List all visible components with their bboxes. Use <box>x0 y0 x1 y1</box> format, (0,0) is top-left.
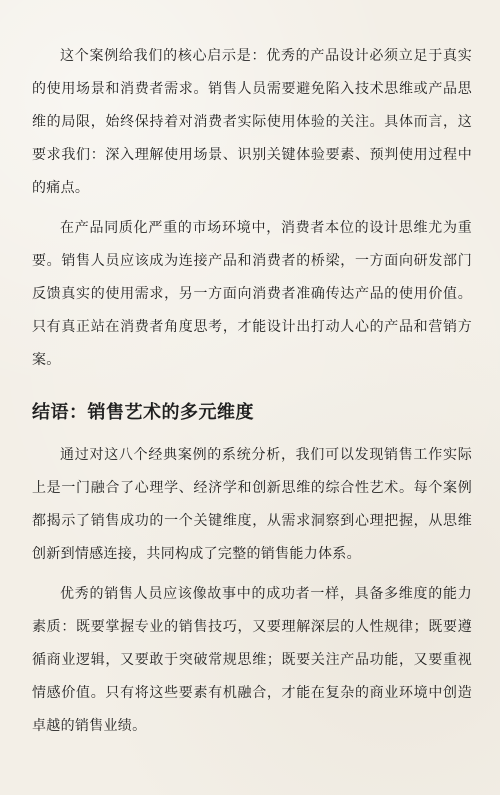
paragraph-case-analysis-summary: 通过对这八个经典案例的系统分析，我们可以发现销售工作实际上是一门融合了心理学、经济学和创新思维的综合性艺术。每个案例都揭示了销售成功的一个关键维度，从需求洞察到心理把握，从思维创新到情感连接，共同构成了完整的销售能力体系。 <box>32 447 472 562</box>
document-body <box>32 40 472 743</box>
paragraph-consumer-centric-design: 在产品同质化严重的市场环境中，消费者本位的设计思维尤为重要。销售人员应该成为连接产品和消费者的桥梁，一方面向研发部门反馈真实的使用需求，另一方面向消费者准确传达产品的使用价值。只有真正站在消费者角度思考，才能设计出打动人心的产品和营销方案。 <box>32 220 472 368</box>
paragraph-sales-competencies: 优秀的销售人员应该像故事中的成功者一样，具备多维度的能力素质：既要掌握专业的销售技巧，又要理解深层的人性规律；既要遵循商业逻辑，又要敢于突破常规思维；既要关注产品功能，又要重视情感价值。只有将这些要素有机融合，才能在复杂的商业环境中创造卓越的销售业绩。 <box>32 586 472 734</box>
paragraph-key-insight: 这个案例给我们的核心启示是：优秀的产品设计必须立足于真实的使用场景和消费者需求。销售人员需要避免陷入技术思维或产品思维的局限，始终保持着对消费者实际使用体验的关注。具体而言，这要求我们：深入理解使用场景、识别关键体验要素、预判使用过程中的痛点。 <box>32 48 472 196</box>
section-heading: 结语：销售艺术的多元维度 <box>32 402 254 423</box>
